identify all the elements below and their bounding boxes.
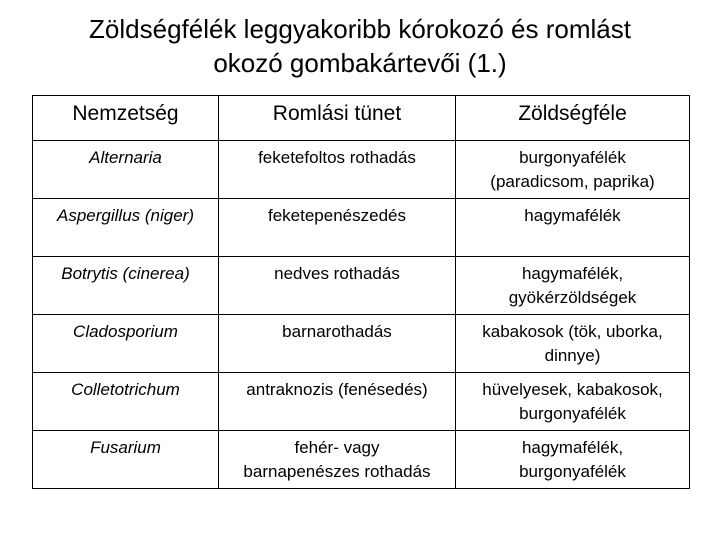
vegetable-line: gyökérzöldségek (508, 288, 637, 307)
header-genus: Nemzetség (33, 96, 219, 141)
vegetable-line: burgonyafélék (519, 462, 626, 481)
table-row (33, 315, 690, 373)
cell-genus: Fusarium (33, 431, 219, 489)
cell-genus: Botrytis (cinerea) (33, 257, 219, 315)
symptom-line: barnapenészes rothadás (243, 462, 431, 481)
title-line-2: okozó gombakártevői (1.) (213, 48, 507, 78)
cell-genus: Aspergillus (niger) (33, 199, 219, 257)
table-row (33, 141, 690, 199)
cell-symptom: antraknozis (fenésedés) (219, 373, 456, 431)
table-header-row (33, 96, 690, 141)
cell-genus: Cladosporium (33, 315, 219, 373)
vegetable-line: hüvelyesek, kabakosok, (482, 380, 663, 399)
vegetable-line: hagymafélék, (521, 438, 624, 457)
symptom-line: fehér- vagy (294, 438, 380, 457)
cell-symptom: feketefoltos rothadás (219, 141, 456, 199)
cell-vegetable (456, 257, 690, 315)
vegetable-line: kabakosok (tök, uborka, (482, 322, 663, 341)
vegetable-line: hagymafélék, (521, 264, 624, 283)
cell-symptom: barnarothadás (219, 315, 456, 373)
table-row (33, 199, 690, 257)
cell-symptom: nedves rothadás (219, 257, 456, 315)
vegetable-line: dinnye) (544, 346, 601, 365)
cell-vegetable (456, 315, 690, 373)
pathogen-table (32, 95, 690, 489)
cell-genus: Colletotrichum (33, 373, 219, 431)
table-row (33, 257, 690, 315)
vegetable-line: burgonyafélék (519, 404, 626, 423)
cell-vegetable (456, 199, 690, 257)
page-title (40, 12, 680, 80)
title-line-1: Zöldségfélék leggyakoribb kórokozó és romlást (89, 14, 631, 44)
vegetable-line: burgonyafélék (519, 148, 626, 167)
table-row (33, 373, 690, 431)
header-vegetable: Zöldségféle (456, 96, 690, 141)
cell-vegetable (456, 141, 690, 199)
cell-genus: Alternaria (33, 141, 219, 199)
header-symptom: Romlási tünet (219, 96, 456, 141)
vegetable-line: (paradicsom, paprika) (490, 172, 655, 191)
cell-symptom (219, 431, 456, 489)
cell-vegetable (456, 431, 690, 489)
cell-vegetable (456, 373, 690, 431)
table-row (33, 431, 690, 489)
vegetable-line: hagymafélék (524, 206, 621, 225)
cell-symptom: feketepenészedés (219, 199, 456, 257)
